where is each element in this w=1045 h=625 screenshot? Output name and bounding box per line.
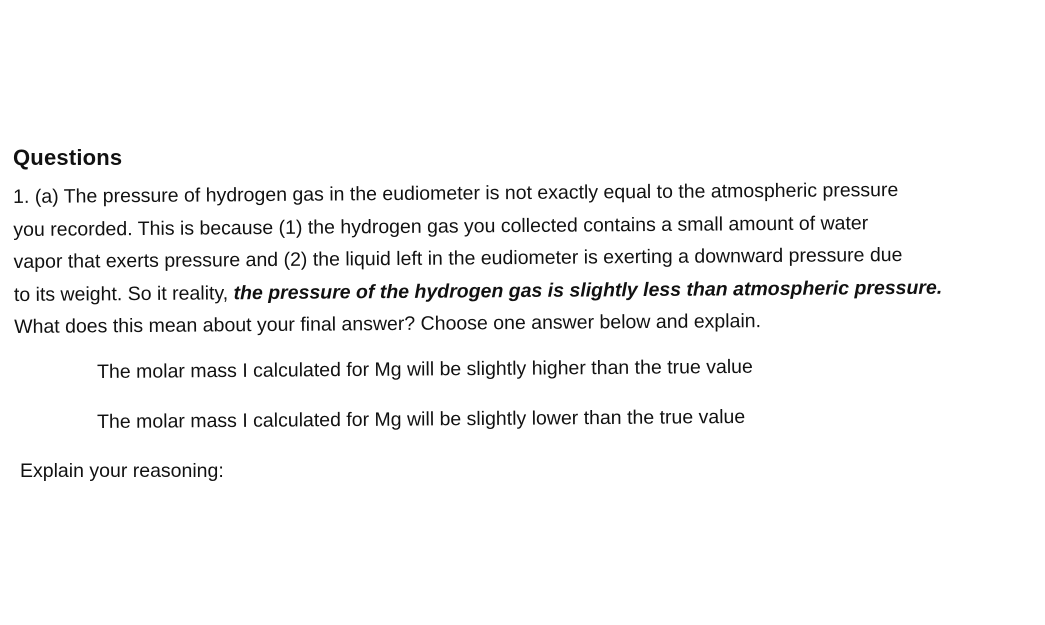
question-1-line-1: 1. (a) The pressure of hydrogen gas in the eudiometer is not exactly equal to the atmospheric pressure [13, 179, 899, 208]
question-1-line-4-prefix: to its weight. So it reality, [13, 281, 234, 306]
explain-reasoning-label: Explain your reasoning: [20, 460, 224, 482]
section-heading: Questions [13, 145, 123, 170]
question-1-line-2: you recorded. This is because (1) the hydrogen gas you collected contains a small amount of water [13, 211, 869, 241]
question-1-text [13, 173, 1034, 344]
answer-option-lower[interactable]: The molar mass I calculated for Mg will be slightly lower than the true value [97, 405, 746, 433]
answer-option-higher[interactable]: The molar mass I calculated for Mg will be slightly higher than the true value [97, 355, 753, 383]
question-1-line-3: vapor that exerts pressure and (2) the liquid left in the eudiometer is exerting a downward pressure due [13, 244, 903, 273]
emphasized-statement: the pressure of the hydrogen gas is slightly less than atmospheric pressure. [233, 276, 943, 304]
question-1-line-5: What does this mean about your final answer? Choose one answer below and explain. [14, 310, 762, 338]
